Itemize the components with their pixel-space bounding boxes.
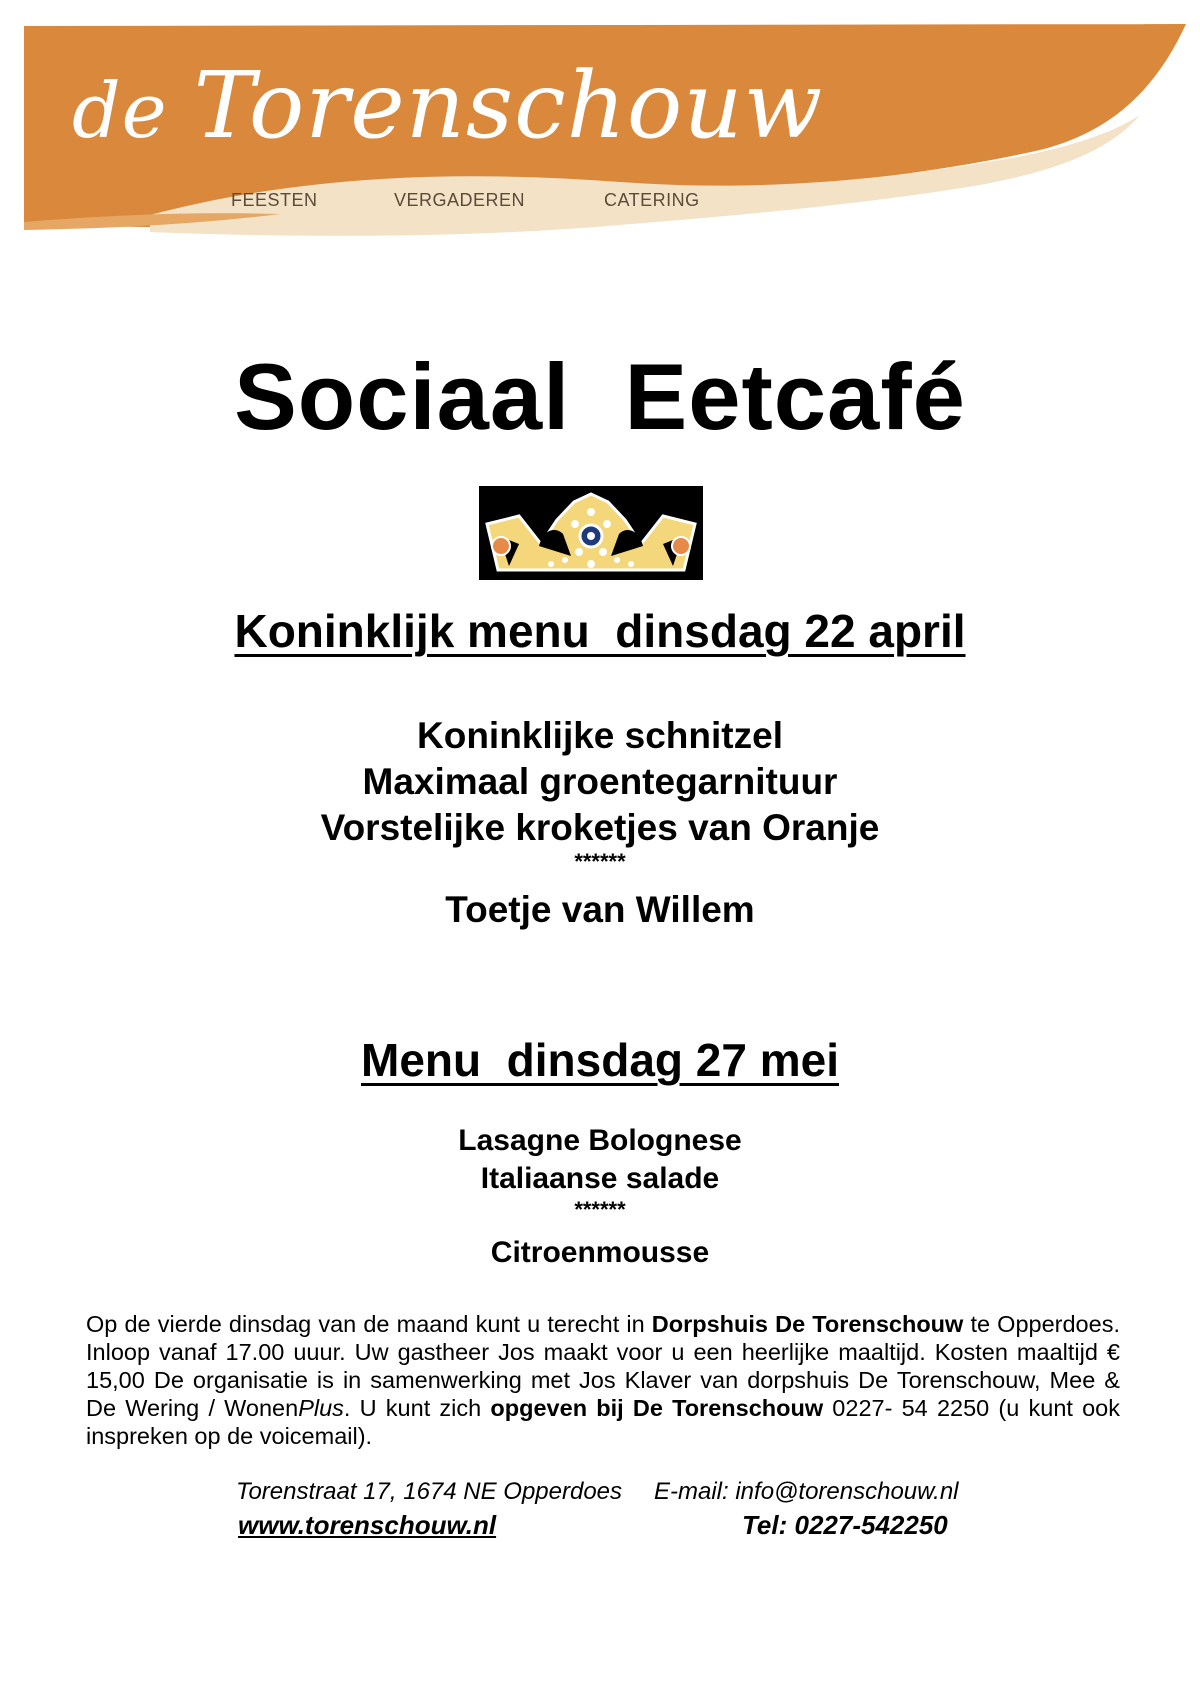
footer-website-link[interactable]: www.torenschouw.nl — [238, 1510, 497, 1540]
menu1-dessert: Toetje van Willem — [445, 889, 755, 930]
nav-vergaderen[interactable]: VERGADEREN — [394, 190, 526, 210]
menu2-heading — [0, 1033, 1200, 1087]
info-text: . U kunt zich — [343, 1395, 491, 1421]
page-title: Sociaal Eetcafé — [234, 344, 966, 449]
info-text: te Opperdoes. Inloop vanaf 17.00 uuur. Uw gastheer Jos maakt voor u een heerlijke maaltijd. Kosten maaltijd € 15,00 De organisatie is in samenwerking met Jos Klaver van dorpshuis De Torenschouw, Mee & De Wering / Wonen — [86, 1311, 1120, 1421]
footer-address: Torenstraat 17, 1674 NE Opperdoes — [236, 1478, 623, 1505]
menu1-separator: ****** — [574, 849, 626, 874]
menu2-item: Lasagne Bolognese — [458, 1124, 742, 1157]
nav-catering[interactable]: CATERING — [604, 190, 700, 210]
brand-name: Torenschouw — [193, 52, 824, 159]
info-text: 0227- 54 2250 (u kunt ook inspreken op de voicemail). — [86, 1395, 1121, 1449]
info-signup: opgeven bij De Torenschouw — [490, 1395, 824, 1421]
nav-feesten[interactable]: FEESTEN — [231, 190, 318, 210]
menu2-list — [0, 1122, 1200, 1272]
header-banner — [0, 0, 1200, 245]
brand-de: de — [72, 66, 168, 155]
crown-icon — [479, 486, 703, 580]
brand-logo — [72, 52, 823, 159]
menu2-separator: ****** — [574, 1197, 626, 1222]
info-plus: Plus — [298, 1395, 344, 1421]
menu2-dessert: Citroenmousse — [490, 1236, 710, 1269]
menu1-item: Maximaal groentegarnituur — [362, 761, 838, 802]
menu2-item: Italiaanse salade — [480, 1162, 720, 1195]
menu1-list — [0, 713, 1200, 933]
menu1-item: Vorstelijke kroketjes van Oranje — [320, 807, 880, 848]
menu1-heading — [0, 604, 1200, 658]
footer-phone: Tel: 0227-542250 — [742, 1510, 948, 1540]
info-text: Op de vierde dinsdag van de maand kunt u terecht in — [86, 1311, 652, 1337]
info-venue: Dorpshuis De Torenschouw — [651, 1311, 964, 1337]
menu1-item: Koninklijke schnitzel — [417, 715, 783, 756]
footer-email[interactable]: E-mail: info@torenschouw.nl — [654, 1478, 959, 1505]
menu2-heading-text: Menu dinsdag 27 mei — [361, 1034, 839, 1086]
menu1-heading-text: Koninklijk menu dinsdag 22 april — [234, 605, 966, 657]
info-paragraph — [86, 1310, 1120, 1450]
